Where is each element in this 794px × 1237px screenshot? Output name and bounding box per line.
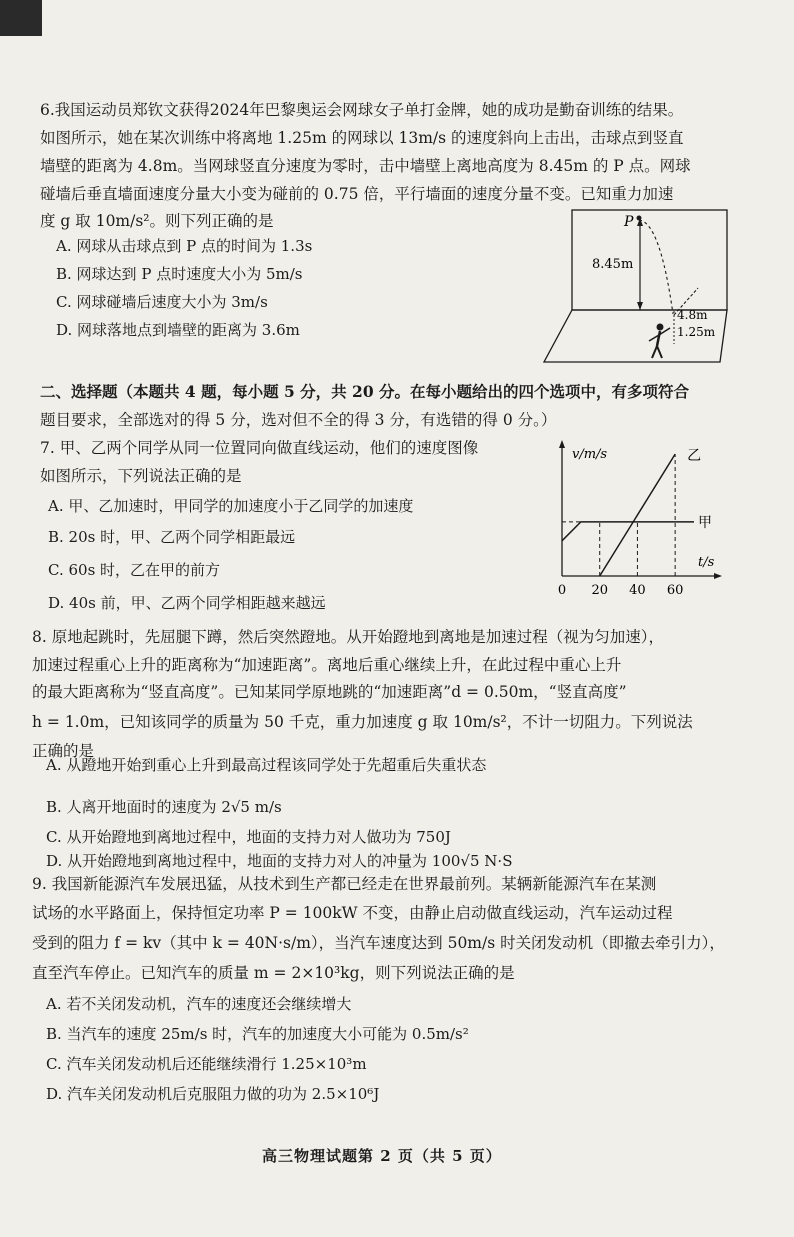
q9-line-2: 试场的水平路面上，保持恒定功率 P = 100kW 不变，由静止启动做直线运动，汽车运动过程 (32, 904, 673, 922)
q9-option-d: D. 汽车关闭发动机后克服阻力做的功为 2.5×10⁶J (46, 1085, 380, 1103)
q8-line-4: h = 1.0m，已知该同学的质量为 50 千克，重力加速度 g 取 10m/s²，不计一切阻力。下列说法 (32, 713, 693, 731)
q8-option-b: B. 人离开地面时的速度为 2√5 m/s (46, 798, 282, 816)
q8-line-2: 加速过程重心上升的距离称为“加速距离”。离地后重心继续上升，在此过程中重心上升 (32, 656, 622, 674)
y-axis-label: v/m/s (572, 447, 608, 462)
q7-option-b: B. 20s 时，甲、乙两个同学相距最远 (48, 528, 296, 546)
height-label: 8.45m (592, 257, 634, 272)
series-jia-label: 甲 (698, 514, 712, 531)
q7-option-d: D. 40s 前，甲、乙两个同学相距越来越远 (48, 594, 326, 612)
x-tick-40: 40 (629, 583, 646, 598)
q6-line-2: 如图所示，她在某次训练中将离地 1.25m 的网球以 13m/s 的速度斜向上击出，击球点到竖直 (40, 129, 684, 147)
q7-line-2: 如图所示，下列说法正确的是 (40, 467, 242, 485)
q9-option-c: C. 汽车关闭发动机后还能继续滑行 1.25×10³m (46, 1055, 367, 1073)
q9-line-4: 直至汽车停止。已知汽车的质量 m = 2×10³kg，则下列说法正确的是 (32, 964, 515, 982)
q9-option-a: A. 若不关闭发动机，汽车的速度还会继续增大 (46, 995, 352, 1013)
q8-line-3: 的最大距离称为“竖直高度”。已知某同学原地跳的“加速距离”d = 0.50m，“竖直高度” (32, 683, 627, 701)
q7-option-a: A. 甲、乙加速时，甲同学的加速度小于乙同学的加速度 (48, 497, 414, 515)
q6-line-1: 6.我国运动员郑钦文获得2024年巴黎奥运会网球女子单打金牌，她的成功是勤奋训练的结果。 (40, 101, 684, 119)
x-tick-20: 20 (591, 583, 608, 598)
q6-option-b: B. 网球达到 P 点时速度大小为 5m/s (56, 265, 303, 283)
x-tick-60: 60 (666, 583, 684, 598)
q6-option-d: D. 网球落地点到墙壁的距离为 3.6m (56, 321, 300, 339)
q8-option-c: C. 从开始蹬地到离地过程中，地面的支持力对人做功为 750J (46, 828, 451, 846)
section2-heading-line-1: 二、选择题（本题共 4 题，每小题 5 分，共 20 分。在每小题给出的四个选项中，有多项符合 (40, 382, 690, 401)
page-footer: 高三物理试题第 2 页（共 5 页） (262, 1147, 502, 1165)
q8-line-1: 8. 原地起跳时，先屈腿下蹲，然后突然蹬地。从开始蹬地到离地是加速过程（视为匀加速）， (32, 628, 664, 646)
section2-heading-line-2: 题目要求，全部选对的得 5 分，选对但不全的得 3 分，有选错的得 0 分。） (40, 411, 557, 429)
q6-line-3: 墙壁的距离为 4.8m。当网球竖直分速度为零时，击中墙壁上离地高度为 8.45m 的 P 点。网球 (40, 157, 691, 175)
player-icon (649, 324, 670, 359)
point-p (637, 216, 642, 221)
q7-line-1: 7. 甲、乙两个同学从同一位置同向做直线运动，他们的速度图像 (40, 439, 479, 457)
q7-option-c: C. 60s 时，乙在甲的前方 (48, 561, 221, 579)
ground-height-label: 1.25m (677, 325, 716, 339)
q6-tennis-figure (540, 206, 740, 368)
x-tick-labels (558, 583, 684, 598)
x-axis-label: t/s (698, 555, 715, 570)
ball-trajectory (639, 220, 673, 314)
series-yi-line (600, 454, 675, 576)
x-tick-0: 0 (557, 583, 567, 598)
q9-line-3: 受到的阻力 f = kv（其中 k = 40N·s/m），当汽车速度达到 50m/s 时关闭发动机（即撤去牵引力）， (32, 934, 725, 952)
series-yi-label: 乙 (687, 448, 702, 465)
q8-line-5: 正确的是 (32, 742, 95, 760)
q6-option-a: A. 网球从击球点到 P 点的时间为 1.3s (56, 237, 313, 255)
x-axis-arrow (714, 573, 722, 579)
y-axis-arrow (559, 440, 565, 448)
q6-option-c: C. 网球碰墙后速度大小为 3m/s (56, 293, 268, 311)
q8-option-a: A. 从蹬地开始到重心上升到最高过程该同学处于先超重后失重状态 (46, 756, 487, 774)
point-p-label: P (624, 214, 634, 230)
q8-option-d: D. 从开始蹬地到离地过程中，地面的支持力对人的冲量为 100√5 N·S (46, 852, 513, 870)
distance-label: 4.8m (677, 308, 708, 322)
q6-line-4: 碰墙后垂直墙面速度分量大小变为碰前的 0.75 倍，平行墙面的速度分量不变。已知重力加速 (40, 185, 674, 203)
q9-line-1: 9. 我国新能源汽车发展迅猛，从技术到生产都已经走在世界最前列。某辆新能源汽车在某测 (32, 875, 657, 893)
height-arrow-bottom (637, 302, 643, 310)
q7-velocity-chart (548, 436, 728, 604)
q9-option-b: B. 当汽车的速度 25m/s 时，汽车的加速度大小可能为 0.5m/s² (46, 1025, 469, 1043)
scan-shadow (0, 0, 42, 36)
q6-line-5: 度 g 取 10m/s²。则下列正确的是 (40, 212, 274, 230)
